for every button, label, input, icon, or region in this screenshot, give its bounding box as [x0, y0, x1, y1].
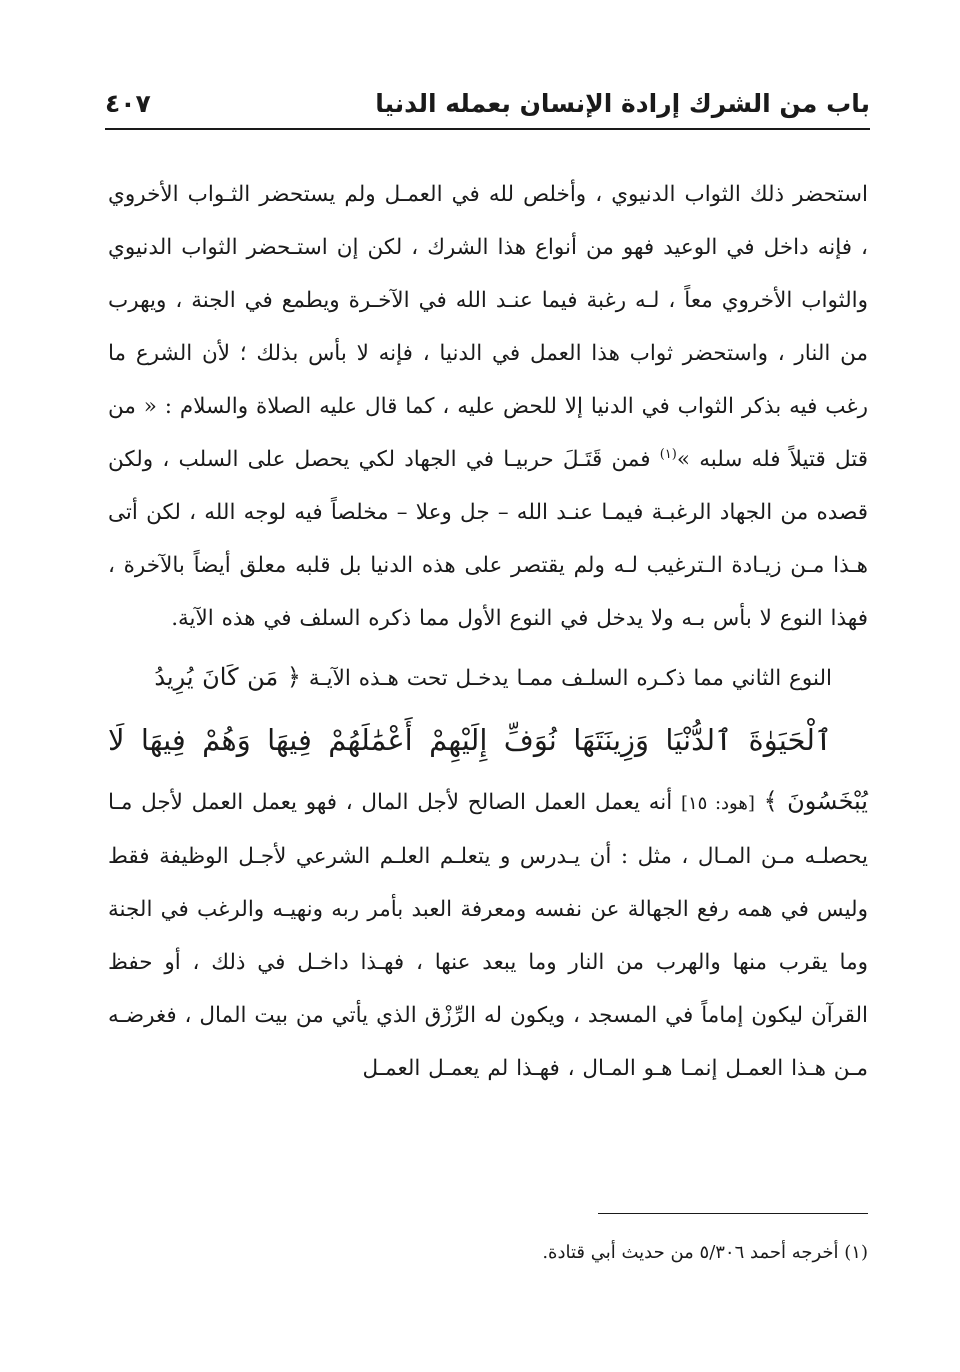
- paragraph-1-text: استحضر ذلك الثواب الدنيوي ، وأخلص لله في العمـل ولم يستحضر الثـواب الأخروي ، فإنه داخل في الوعيد فهو من أنواع هذا الشرك ، لكن إن استـحضر الثواب الدنيوي والثواب الأخروي معاً ، لـه رغبة فيما عنـد الله في الآخـرة ويطمع في الجنة ، ويهرب من النار ، واستحضر ثواب هذا العمل في الدنيا ، فإنه لا بأس بذلك ؛ لأن الشرع ما رغب فيه بذكر الثواب في الدنيا إلا للحض عليه ، كما قال عليه الصلاة والسلام :: [108, 182, 869, 419]
- paragraph-1-continuation: فمن قَتَـلَ حربيـا في الجهاد لكي يحصل على السلب ، ولكن قصده من الجهاد الرغبـة فيمـا عنـد الله – جل وعلا – مخلصاً فيه لوجه الله ، لكن أتى هـذا مـن زيـادة الـترغيب لـه ولم يقتصر على هذه الدنيا بل قلبه معلق أيضاً بالآخرة ، فهذا النوع لا بأس بـه ولا يدخل في النوع الأول مما ذكره السلف في هذه الآية.: [108, 447, 868, 631]
- paragraph-1: [108, 168, 868, 645]
- header-divider: [105, 128, 870, 130]
- quran-verse-start: ﴿ مَن كَانَ يُرِيدُ: [154, 663, 301, 691]
- quran-verse-line: ٱلْحَيَوٰةَ ٱلدُّنْيَا وَزِينَتَهَا نُوَفِّ إِلَيْهِمْ أَعْمَٰلَهُمْ فِيهَا وَهُمْ فِيهَا لَا: [108, 723, 832, 757]
- quran-verse-end: يُبْخَسُونَ ﴾: [763, 787, 868, 815]
- paragraph-2-continuation: أنه يعمل العمل الصالح لأجل المال ، فهو يعمل العمل لأجل مـا يحصلـه مـن المـال ، مثل : أن يـدرس و يتعلـم العلـم الشرعي لأجـل الوظيفة فقط وليس في همه رفع الجهالة عن نفسه ومعرفة العبد بأمر ربه ونهيـه والرغب في الجنة وما يقرب منها والهرب من النار وما يبعد عنها ، فهـذا داخـل في ذلك ، أو حفظ القرآن ليكون إماماً في المسجد ، ويكون له الرِّزْق الذي يأتي من بيت المال ، فغرضـه مـن هـذا العمـل إنمـا هـو المـال ، فهـذا لم يعمـل العمـل: [108, 790, 868, 1081]
- body-text: [108, 168, 868, 1095]
- footnote: (١) أخرجه أحمد ٥/٣٠٦ من حديث أبي قتادة.: [542, 1242, 868, 1263]
- paragraph-2: [108, 651, 868, 1095]
- page-number: ٤٠٧: [105, 89, 151, 118]
- hadith-quote: « من قتل قتيلاً فله سلبه »: [108, 394, 868, 472]
- page-header: [105, 80, 870, 124]
- paragraph-2-intro: النوع الثاني مما ذكـره السلـف ممـا يدخـل تحت هـذه الآيـة: [308, 666, 832, 691]
- footnote-marker: (١): [659, 446, 677, 462]
- verse-reference: [هود: ١٥]: [680, 793, 755, 814]
- footnote-divider: [598, 1213, 868, 1214]
- running-title: باب من الشرك إرادة الإنسان بعمله الدنيا: [375, 89, 870, 118]
